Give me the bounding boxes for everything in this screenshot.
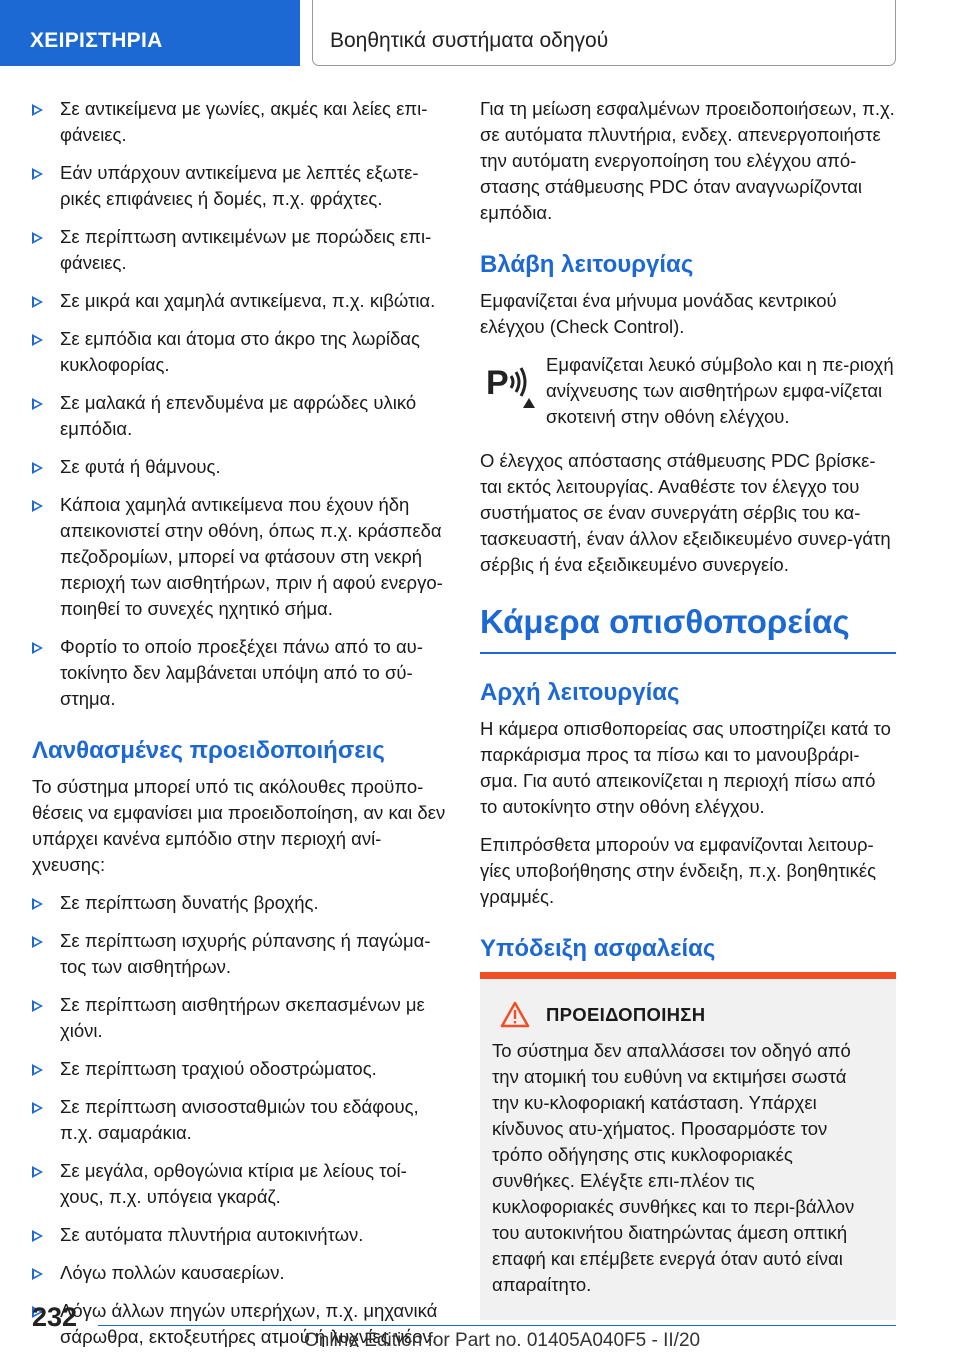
list-item: Κάποια χαμηλά αντικείμενα που έχουν ήδη απεικονιστεί στην οθόνη, όπως π.χ. κράσπεδα πεζοδρομίων, μπορεί να φτάσουν στη νεκρή περιοχή των αισθητήρων, πριν ή αφού ενεργο-ποιηθεί το συνεχές ηχητικό σήμα. (32, 492, 448, 622)
false-warnings-tip: Για τη μείωση εσφαλμένων προειδοποιήσεων, π.χ. σε αυτόματα πλυντήρια, ενδεχ. απενεργοποιήστε την αυτόματη ενεργοποίηση του ελέγχου από-στασης στάθμευσης PDC όταν αναγνωρίζονται εμπόδια. (480, 98, 895, 223)
safety-heading: Υπόδειξη ασφαλείας (480, 935, 716, 962)
principle-text-1: Η κάμερα οπισθοπορείας σας υποστηρίζει κατά το παρκάρισμα προς τα πίσω και το μανουβράρι-σμα. Για αυτό απεικονίζεται η περιοχή πίσω από το αυτοκίνητο στην οθόνη ελέγχου. (480, 718, 891, 817)
pdc-symbol-description: Εμφανίζεται λευκό σύμβολο και η πε-ριοχή ανίχνευσης των αισθητήρων εμφα-νίζεται σκοτεινή στην οθόνη ελέγχου. (546, 354, 894, 427)
malfunction-text: Εμφανίζεται ένα μήνυμα μονάδας κεντρικού ελέγχου (Check Control). (480, 290, 837, 337)
list-item: Σε περίπτωση αισθητήρων σκεπασμένων με χιόνι. (32, 992, 448, 1044)
right-column (480, 96, 896, 1320)
triangle-bullet-icon (32, 334, 43, 346)
false-warnings-intro: Το σύστημα μπορεί υπό τις ακόλουθες προϋπο-θέσεις να εμφανίσει μια προειδοποίηση, αν και δεν υπάρχει κανένα εμπόδιο στην περιοχή ανί-χνευσης: (32, 776, 446, 875)
triangle-bullet-icon (32, 398, 43, 410)
pdc-symbol-row (480, 352, 896, 434)
list-item: Σε περίπτωση ανισοσταθμιών του εδάφους, π.χ. σαμαράκια. (32, 1094, 448, 1146)
triangle-bullet-icon (32, 1166, 43, 1178)
triangle-bullet-icon (32, 168, 43, 180)
pdc-warning-icon (484, 358, 536, 410)
list-item: Σε αντικείμενα με γωνίες, ακμές και λείες επι-φάνειες. (32, 96, 448, 148)
triangle-bullet-icon (32, 936, 43, 948)
false-warnings-heading: Λανθασμένες προειδοποιήσεις (32, 737, 385, 764)
triangle-bullet-icon (32, 500, 43, 512)
svg-text:P: P (486, 364, 509, 402)
list-item: Λόγω πολλών καυσαερίων. (32, 1260, 448, 1286)
left-column (32, 96, 448, 1362)
triangle-bullet-icon (32, 296, 43, 308)
page-header (0, 0, 960, 66)
warning-box (480, 972, 896, 1320)
warning-title: ΠΡΟΕΙΔΟΠΟΙΗΣΗ (546, 1003, 706, 1025)
list-item: Σε αυτόματα πλυντήρια αυτοκινήτων. (32, 1222, 448, 1248)
malfunction-heading: Βλάβη λειτουργίας (480, 251, 694, 278)
list-item: Σε μαλακά ή επενδυμένα με αφρώδες υλικό εμπόδια. (32, 390, 448, 442)
warning-text: Το σύστημα δεν απαλλάσσει τον οδηγό από την ατομική του ευθύνη να εκτιμήσει σωστά την κυ-κλοφοριακή κατάσταση. Υπάρχει κίνδυνος ατυ-χήματος. Προσαρμόστε τον τρόπο οδήγησης στις κυκλοφοριακές συνθήκες. Ελέγξτε επι-πλέον τις κυκλοφοριακές συνθήκες και το περι-βάλλον του αυτοκινήτου διατηρώντας άμεση οπτική επαφή και επέμβετε ενεργά όταν αυτό είναι απαραίτητο. (492, 1040, 855, 1295)
triangle-bullet-icon (32, 1230, 43, 1242)
warning-bar (480, 972, 896, 979)
limits-bullet-list (32, 96, 448, 712)
triangle-bullet-icon (32, 104, 43, 116)
warning-header (492, 1001, 874, 1028)
rear-camera-heading: Κάμερα οπισθοπορείας (480, 602, 896, 654)
triangle-bullet-icon (32, 1064, 43, 1076)
list-item: Λόγω άλλων πηγών υπερήχων, π.χ. μηχανικά σάρωθρα, εκτοξευτήρες ατμού ή λυχνίες νέον. (32, 1298, 448, 1350)
list-item: Σε περίπτωση αντικειμένων με πορώδεις επι-φάνειες. (32, 224, 448, 276)
triangle-bullet-icon (32, 1102, 43, 1114)
list-item: Σε περίπτωση τραχιού οδοστρώματος. (32, 1056, 448, 1082)
triangle-bullet-icon (32, 1000, 43, 1012)
triangle-bullet-icon (32, 1268, 43, 1280)
list-item: Εάν υπάρχουν αντικείμενα με λεπτές εξωτε-ρικές επιφάνειες ή δομές, π.χ. φράχτες. (32, 160, 448, 212)
triangle-bullet-icon (32, 232, 43, 244)
list-item: Σε μεγάλα, ορθογώνια κτίρια με λείους τοί-χους, π.χ. υπόγεια γκαράζ. (32, 1158, 448, 1210)
edition-info: Online Edition for Part no. 01405A040F5 - II/20 (304, 1330, 701, 1351)
warning-triangle-icon (500, 1001, 530, 1028)
triangle-bullet-icon (32, 642, 43, 654)
chapter-title: Βοηθητικά συστήματα οδηγού (312, 0, 896, 66)
triangle-bullet-icon (32, 462, 43, 474)
list-item: Σε μικρά και χαμηλά αντικείμενα, π.χ. κιβώτια. (32, 288, 448, 314)
footer-divider (98, 1325, 896, 1326)
list-item: Σε εμπόδια και άτομα στο άκρο της λωρίδας κυκλοφορίας. (32, 326, 448, 378)
false-warnings-bullet-list (32, 890, 448, 1350)
principle-heading: Αρχή λειτουργίας (480, 679, 680, 706)
malfunction-advice: Ο έλεγχος απόστασης στάθμευσης PDC βρίσκε-ται εκτός λειτουργίας. Αναθέστε τον έλεγχο του συστήματος σε έναν συνεργάτη σέρβις του κα-τασκευαστή, έναν άλλον εξειδικευμένο συνερ-γάτη σέρβις ή ένα εξειδικευμένο συνεργείο. (480, 450, 891, 575)
principle-text-2: Επιπρόσθετα μπορούν να εμφανίζονται λειτουρ-γίες υποβοήθησης στην ένδειξη, π.χ. βοηθητικές γραμμές. (480, 834, 877, 907)
list-item: Σε περίπτωση δυνατής βροχής. (32, 890, 448, 916)
page-number: 232 (32, 1302, 78, 1332)
list-item: Φορτίο το οποίο προεξέχει πάνω από το αυ-τοκίνητο δεν λαμβάνεται υπόψη από το σύ-στημα. (32, 634, 448, 712)
triangle-bullet-icon (32, 898, 43, 910)
section-tab: ΧΕΙΡΙΣΤΗΡΙΑ (0, 0, 300, 66)
list-item: Σε φυτά ή θάμνους. (32, 454, 448, 480)
list-item: Σε περίπτωση ισχυρής ρύπανσης ή παγώμα-τος των αισθητήρων. (32, 928, 448, 980)
